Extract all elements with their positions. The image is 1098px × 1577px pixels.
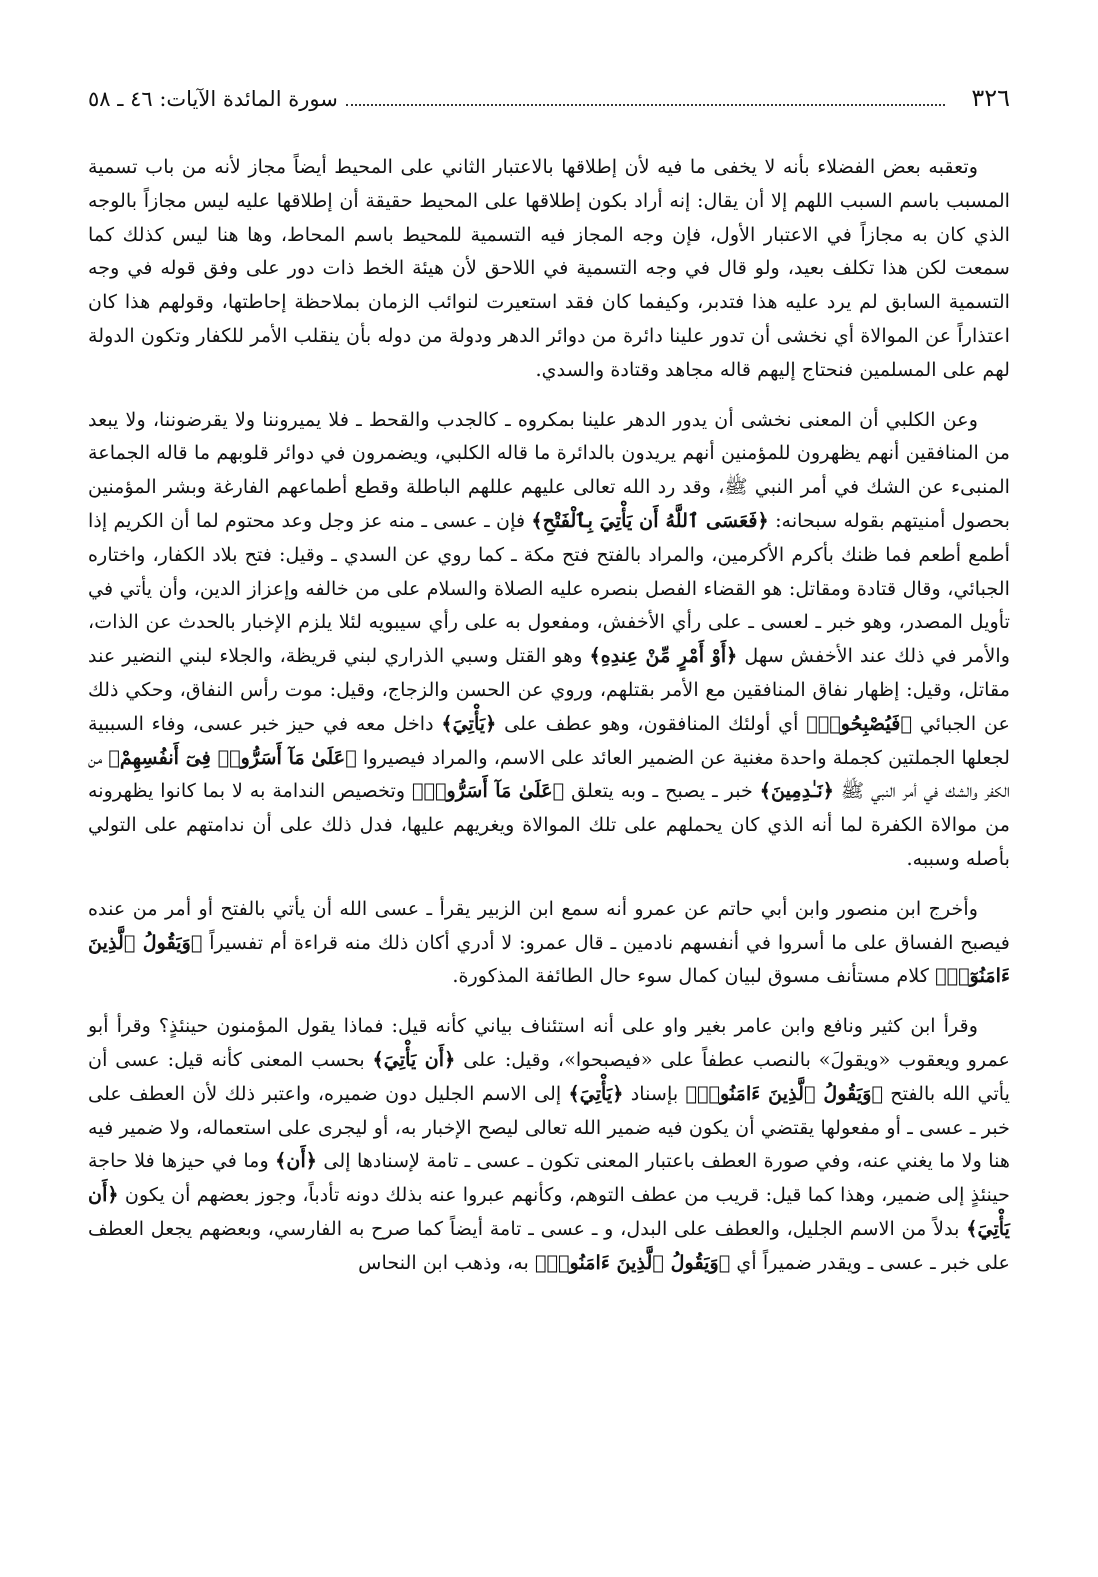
text-segment: داخل معه في حيز خبر عسى، وفاء السببية لجعلها الجملتين كجملة واحدة مغنية عن الضمير العائد على الاسم، والمراد فيصيروا	[88, 711, 1010, 769]
header-dotted-leader	[346, 90, 946, 106]
quran-quote: ﴿وَيَقُولُ ٱلَّذِينَ ءَامَنُوا۟﴾	[534, 1250, 731, 1274]
text-segment: وهو القتل وسبي الذراري لبني قريظة، والجلاء لبني النضير عند مقاتل، وقيل: إظهار نفاق المنافقين مع الأمر بقتلهم، وروي عن الحسن والزجاج، وقيل: موت رأس النفاق، وحكي ذلك عن الجبائي	[88, 644, 1010, 735]
quran-quote: ﴿أَن﴾	[275, 1149, 318, 1173]
text-segment: وأخرج ابن منصور وابن أبي حاتم عن عمرو أنه سمع ابن الزبير يقرأ ـ عسى الله أن يأتي بالفتح أو أمر من عنده فيصبح الفساق على ما أسروا في أنفسهم نادمين ـ قال عمرو: لا أدري أكان ذلك منه قراءة أم تفسيراً	[88, 896, 1010, 954]
quran-quote: ﴿يَأْتِيَ﴾	[568, 1081, 624, 1105]
text-segment: كلام مستأنف مسوق لبيان كمال سوء حال الطائفة المذكورة.	[452, 964, 936, 988]
page-header	[88, 84, 1010, 120]
quran-quote: ﴿وَيَقُولُ ٱلَّذِينَ ءَامَنُوا۟﴾	[685, 1081, 884, 1105]
quran-quote: ﴿وَيَقُولُ ٱلَّذِينَ ءَامَنُوٓا۟﴾	[88, 930, 1010, 988]
text-segment: من الكفر والشك في أمر النبي ﷺ	[88, 745, 1010, 803]
quran-quote: ﴿عَلَىٰ مَآ أَسَرُّوا۟ فِىٓ أَنفُسِهِمْ﴾	[108, 745, 357, 769]
quran-quote: ﴿أَن يَأْتِيَ﴾	[88, 1183, 1010, 1240]
text-segment: بدلاً من الاسم الجليل، والعطف على البدل، و ـ عسى ـ تامة أيضاً كما صرح به الفارسي، وبعضهم يجعل العطف على خبر ـ عسى ـ ويقدر ضميراً أي	[88, 1216, 1010, 1274]
text-segment: فإن ـ عسى ـ منه عز وجل وعد محتوم لما أن الكريم إذا أطمع أطعم فما ظنك بأكرم الأكرمين، والمراد بالفتح فتح مكة ـ كما روي عن السدي ـ وقيل: فتح بلاد الكفار، واختاره الجبائي، وقال قتادة ومقاتل: هو القضاء الفصل بنصره عليه الصلاة والسلام على من خالفه وإعزاز الدين، وأن يأتي في تأويل المصدر، وهو خبر ـ لعسى ـ على رأي الأخفش، ومفعول به على رأي سيبويه لئلا يلزم الإخبار بالحدث عن الذات، والأمر في ذلك عند الأخفش سهل	[88, 508, 1010, 668]
text-segment: بحسب المعنى كأنه قيل: عسى أن يأتي الله بالفتح	[88, 1047, 1010, 1105]
page-body	[88, 150, 1010, 1296]
text-segment: به، وذهب ابن النحاس	[358, 1250, 535, 1274]
text-segment: أي أولئك المنافقون، وهو عطف على	[496, 711, 807, 735]
quran-quote: ﴿أَوْ أَمْرٍ مِّنْ عِندِهِ﴾	[589, 644, 738, 668]
quran-quote: ﴿نَـٰدِمِينَ﴾	[759, 779, 834, 803]
quran-quote: ﴿يَأْتِيَ﴾	[441, 711, 497, 735]
text-segment: خبر ـ يصبح ـ وبه يتعلق	[564, 779, 760, 803]
text-segment: وتخصيص الندامة به لا بما كانوا يظهرونه من موالاة الكفرة لما أنه الذي كان يحملهم على تلك الموالاة ويغريهم عليها، فدل ذلك على أن ندامتهم على التولي بأصله وسببه.	[88, 779, 1010, 870]
text-segment: وقرأ ابن كثير ونافع وابن عامر بغير واو على أنه استئناف بياني كأنه قيل: فماذا يقول المؤمنون حينئذٍ؟ وقرأ أبو عمرو ويعقوب «ويقولَ» بالنصب عطفاً على «فيصبحوا»، وقيل: على	[88, 1014, 1010, 1071]
text-segment: إلى الاسم الجليل دون ضميره، واعتبر ذلك لأن العطف على خبر ـ عسى ـ أو مفعولها يقتضي أن يكون فيه ضمير الله تعالى ليصح الإخبار به، أو ليجرى على استعماله، ولا ضمير فيه هنا ولا ما يغني عنه، وفي صورة العطف باعتبار المعنى تكون ـ عسى ـ تامة لإسنادها إلى	[88, 1081, 1011, 1173]
quran-quote: ﴿فَعَسَى ٱللَّهُ أَن يَأْتِيَ بِٱلْفَتْحِ﴾	[531, 508, 769, 532]
text-segment: وتعقبه بعض الفضلاء بأنه لا يخفى ما فيه لأن إطلاقها بالاعتبار الثاني على المحيط أيضاً مجاز لأنه من باب تسمية المسبب باسم السبب اللهم إلا أن يقال: إنه أراد بكون إطلاقها على المحيط حقيقة أن إطلاقها عليه ليس مجازاً بالوجه الذي كان به مجازاً في الاعتبار الأول، فإن وجه المجاز فيه التسمية للمحيط باسم المحاط، وها هنا ليس كذلك كما سمعت لكن هذا تكلف بعيد، ولو قال في وجه التسمية في اللاحق لأن هيئة الخط ذات دور على وفق قوله في وجه التسمية السابق لم يرد عليه هذا فتدبر، وكيفما كان فقد استعيرت لنوائب الزمان بملاحظة إحاطتها، وقولهم هذا كان اعتذاراً عن الموالاة أي نخشى أن تدور علينا دائرة من دوائر الدهر ودولة من دوله بأن ينقلب الأمر للكفار وتكون الدولة لهم على المسلمين فنحتاج إليهم قاله مجاهد وقتادة والسدي.	[88, 155, 1011, 381]
paragraph-2	[88, 403, 1010, 876]
quran-quote: ﴿عَلَىٰ مَآ أَسَرُّوا۟﴾	[412, 779, 565, 803]
page-number: ٣٢٦	[971, 84, 1010, 112]
text-segment: وما في حيزها فلا حاجة حينئذٍ إلى ضمير، وهذا كما قيل: قريب من عطف التوهم، وكأنهم عبروا عنه بذلك دونه تأدباً، وجوز بعضهم أن يكون	[88, 1149, 1010, 1207]
quran-quote: ﴿أَن يَأْتِيَ﴾	[372, 1047, 456, 1071]
paragraph-4	[88, 1009, 1010, 1279]
paragraph-3	[88, 892, 1010, 993]
quran-quote: ﴿فَيُصْبِحُوا۟﴾	[806, 711, 912, 735]
paragraph-1	[88, 150, 1010, 387]
text-segment: وعن الكلبي أن المعنى نخشى أن يدور الدهر علينا بمكروه ـ كالجدب والقحط ـ فلا يميروننا ولا يقرضوننا، ولا يبعد من المنافقين أنهم يظهرون للمؤمنين أنهم يريدون بالدائرة ما قاله الكلبي، ويضمرون في دوائر قلوبهم ما قاله الجماعة المنبىء عن الشك في أمر النبي ﷺ، وقد رد الله تعالى عليهم عللهم الباطلة وقطع أطماعهم الفارغة وبشر المؤمنين بحصول أمنيتهم بقوله سبحانه:	[88, 407, 1010, 532]
surah-title: سورة المائدة الآيات: ٤٦ ـ ٥٨	[88, 87, 338, 111]
text-segment: بإسناد	[623, 1081, 686, 1105]
